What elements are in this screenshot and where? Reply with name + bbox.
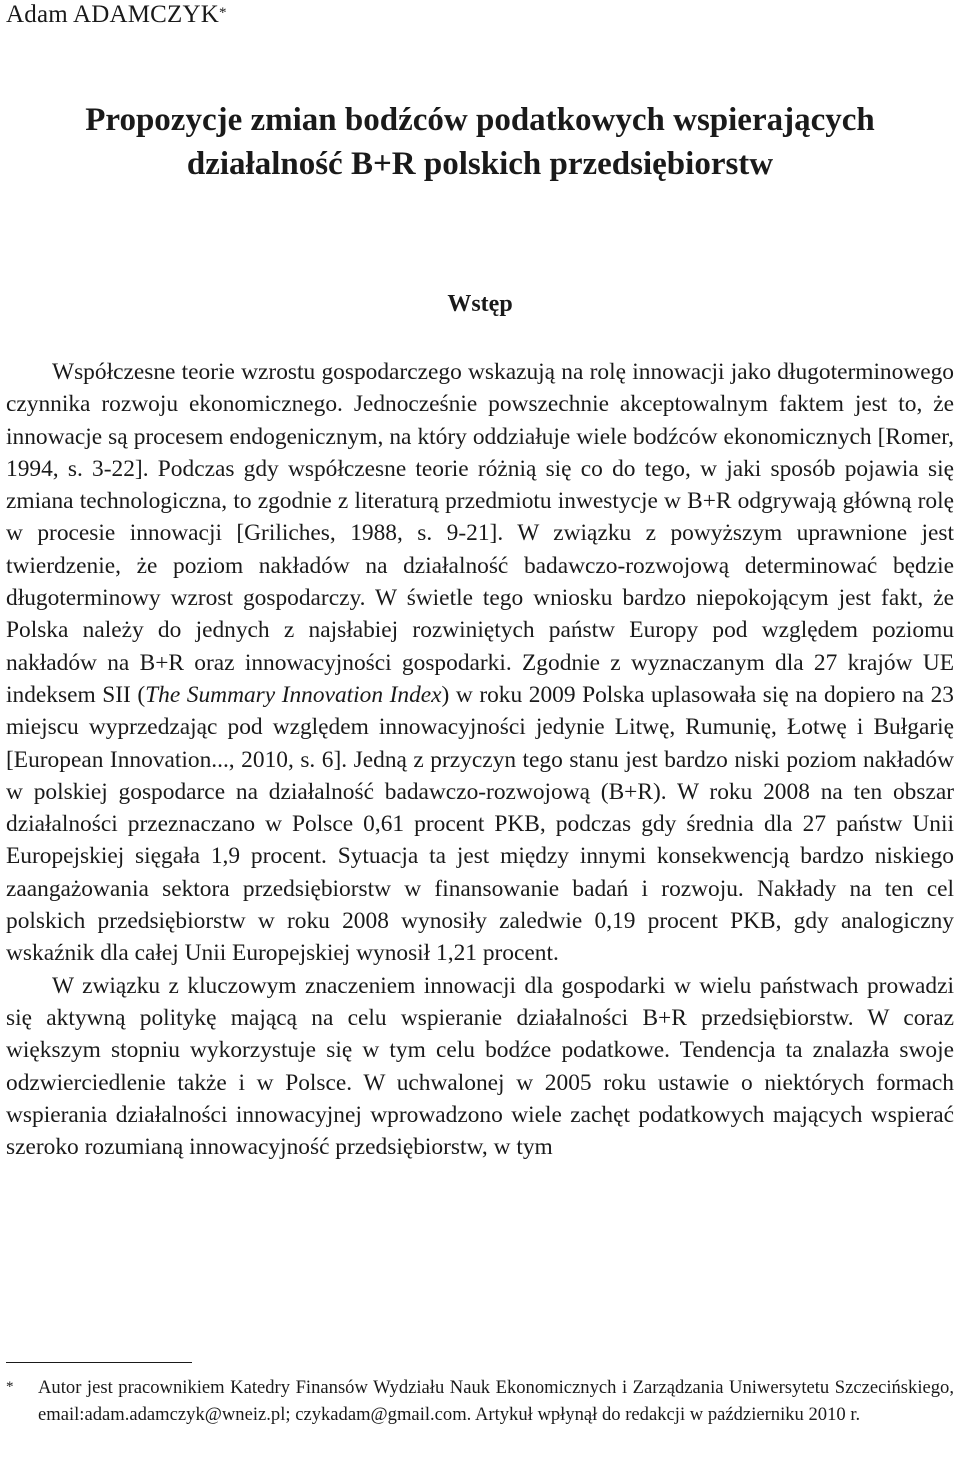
author-name (6, 0, 227, 30)
article-body (6, 356, 954, 1163)
paragraph-1-italic-term: The Summary Innovation Index (145, 681, 442, 708)
paragraph-1-text-a: Współczesne teorie wzrostu gospodarczego wskazują na rolę innowacji jako długoterminowego czynnika rozwoju ekonomicznego. Jednocześnie powszechnie akceptowalnym faktem jest to, że innowacje są procesem endogenicznym, na który oddziałuje wiele bodźców ekonomicznych [Romer, 1994, s. 3-22]. Podczas gdy współczesne teorie różnią się co do tego, w jaki sposób pojawia się zmiana technologiczna, to zgodnie z literaturą przedmiotu inwestycje w B+R odgrywają główną rolę w procesie innowacji [Griliches, 1988, s. 9-21]. W związku z powyższym uprawnione jest twierdzenie, że poziom nakładów na działalność badawczo-rozwojową determinować będzie długoterminowy wzrost gospodarczy. W świetle tego wniosku bardzo niepokojącym jest fakt, że Polska należy do jednych z najsłabiej rozwiniętych państw Europy pod względem poziomu nakładów na B+R oraz innowacyjności gospodarki. Zgodnie z wyznaczanym dla 27 krajów UE indeksem SII ( (6, 359, 954, 708)
article-title-line-1: Propozycje zmian bodźców podatkowych wspierających (85, 102, 875, 138)
footnote-separator (6, 1362, 192, 1363)
footnote (6, 1374, 954, 1428)
footnote-mark: * (6, 1379, 14, 1395)
paragraph-1-text-b: ) w roku 2009 Polska uplasowała się na dopiero na 23 miejscu wyprzedzając pod względem innowacyjności jedynie Litwę, Rumunię, Łotwę i Bułgarię [European Innovation..., 2010, s. 6]. Jedną z przyczyn tego stanu jest bardzo niski poziom nakładów w polskiej gospodarce na działalność badawczo-rozwojową (B+R). W roku 2008 na ten obszar działalności przeznaczano w Polsce 0,61 procent PKB, podczas gdy średnia dla 27 państw Unii Europejskiej sięgała 1,9 procent. Sytuacja ta jest między innymi konsekwencją bardzo niskiego zaangażowania sektora przedsiębiorstw w finansowanie badań i rozwoju. Nakłady na ten cel polskich przedsiębiorstw w roku 2008 wynosiły zaledwie 0,19 procent PKB, gdy analogiczny wskaźnik dla całej Unii Europejskiej wynosił 1,21 procent. (6, 681, 954, 967)
body-paragraph-2: W związku z kluczowym znaczeniem innowacji dla gospodarki w wielu państwach prowadzi się aktywną politykę mającą na celu wspieranie działalności B+R przedsiębiorstw. W coraz większym stopniu wykorzystuje się w tym celu bodźce podatkowe. Tendencja ta znalazła swoje odzwierciedlenie także i w Polsce. W uchwalonej w 2005 roku ustawie o niektórych formach wspierania działalności innowacyjnej wprowadzono wiele zachęt podatkowych mających wspierać szeroko rozumianą innowacyjność przedsiębiorstw, w tym (6, 972, 954, 1161)
section-heading-introduction: Wstęp (447, 291, 513, 317)
article-title (0, 98, 960, 186)
author-footnote-mark: * (219, 5, 227, 21)
author-name-text: Adam ADAMCZYK (6, 1, 220, 28)
article-title-line-2: działalność B+R polskich przedsiębiorstw (186, 146, 774, 182)
body-paragraph-1 (6, 356, 954, 970)
footnote-text: Autor jest pracownikiem Katedry Finansów Wydziału Nauk Ekonomicznych i Zarządzania Uniwersytetu Szczecińskiego, email:adam.adamczyk@wneiz.pl; czykadam@gmail.com. Artykuł wpłynął do redakcji w październiku 2010 r. (38, 1377, 954, 1425)
